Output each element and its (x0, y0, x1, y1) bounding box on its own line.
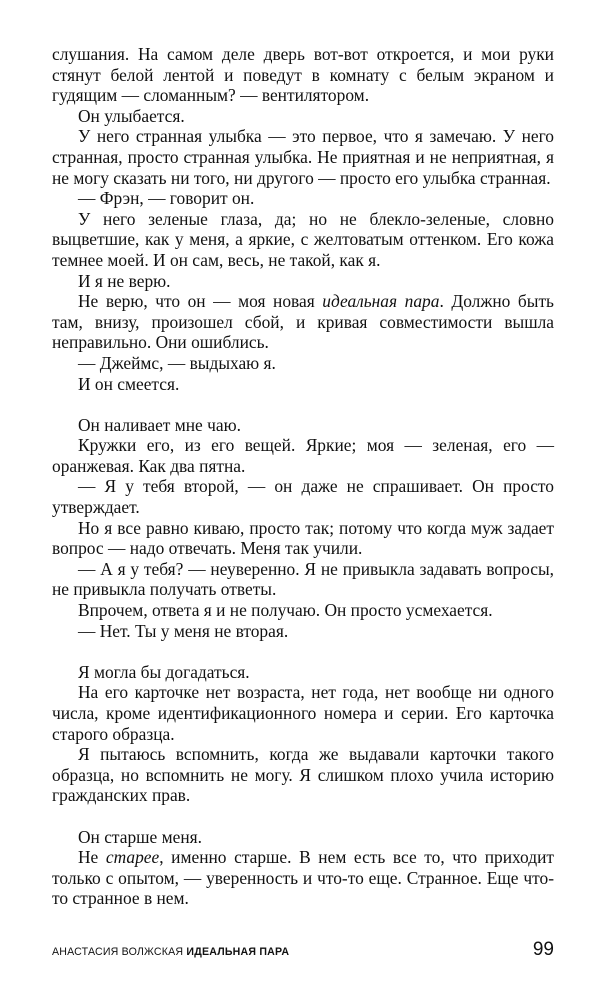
paragraph: Я пытаюсь вспомнить, когда же выдавали карточки такого образца, но вспомнить не могу. Я слишком плохо учила историю гражданских прав. (52, 744, 554, 806)
paragraph: Он старше меня. (78, 826, 202, 847)
page-number: 99 (532, 939, 554, 960)
body-text (52, 44, 554, 909)
paragraph: Он наливает мне чаю. (78, 414, 241, 435)
paragraph-text: Не (78, 847, 106, 868)
paragraph: Впрочем, ответа я и не получаю. Он просто усмехается. (78, 600, 493, 621)
paragraph: И я не верю. (78, 270, 171, 291)
dialogue-line: — Я у тебя второй, — он даже не спрашивает. Он просто утверждает. (52, 476, 554, 518)
paragraph: У него странная улыбка — это первое, что я замечаю. У него странная, просто странная улыбка. Не приятная и не неприятная, я не могу сказать ни того, ни другого — просто его улыбка странная. (52, 126, 554, 188)
paragraph: Кружки его, из его вещей. Яркие; моя — зеленая, его — оранжевая. Как два пятна. (52, 435, 554, 476)
dialogue-line: — А я у тебя? — неуверенно. Я не привыкла задавать вопросы, не привыкла получать ответы. (52, 558, 554, 600)
paragraph (52, 291, 554, 353)
paragraph-text: . Должно быть там, внизу, произошел сбой, и кривая совместимости вышла неправильно. Они ошиблись. (52, 291, 554, 353)
paragraph: У него зеленые глаза, да; но не блекло-зеленые, словно выцветшие, как у меня, а яркие, с желтоватым оттенком. Его кожа темнее моей. И он сам, весь, не такой, как я. (52, 208, 554, 270)
book-title: ИДЕАЛЬНАЯ ПАРА (186, 946, 290, 958)
author-name: АНАСТАСИЯ ВОЛЖСКАЯ (52, 946, 184, 958)
dialogue-line: — Джеймс, — выдыхаю я. (78, 352, 276, 373)
dialogue-line: — Фрэн, — говорит он. (78, 188, 255, 209)
dialogue-line: — Нет. Ты у меня не вторая. (78, 620, 289, 641)
paragraph: И он смеется. (78, 373, 180, 394)
paragraph (52, 847, 554, 909)
paragraph-text: Не верю, что он — моя новая (78, 291, 323, 312)
emphasis-text: старее (105, 847, 160, 868)
paragraph-text: , именно старше. В нем есть все то, что приходит только с опытом, — уверенность и что-то еще. Странное. Еще что-то странное в нем. (52, 847, 554, 909)
running-footer (52, 946, 289, 958)
paragraph: Он улыбается. (78, 105, 185, 126)
paragraph: Но я все равно киваю, просто так; потому что когда муж задает вопрос — надо отвечать. Меня так учили. (52, 517, 554, 559)
paragraph: слушания. На самом деле дверь вот-вот откроется, и мои руки стянут белой лентой и поведут в комнату с белым экраном и гудящим — сломанным? — вентилятором. (52, 44, 554, 106)
paragraph: Я могла бы догадаться. (78, 661, 250, 682)
emphasis-text: идеальная пара (322, 291, 440, 312)
paragraph: На его карточке нет возраста, нет года, нет вообще ни одного числа, кроме идентификационного номера и серии. Его карточка старого образца. (52, 682, 554, 744)
page-footer (52, 935, 554, 961)
